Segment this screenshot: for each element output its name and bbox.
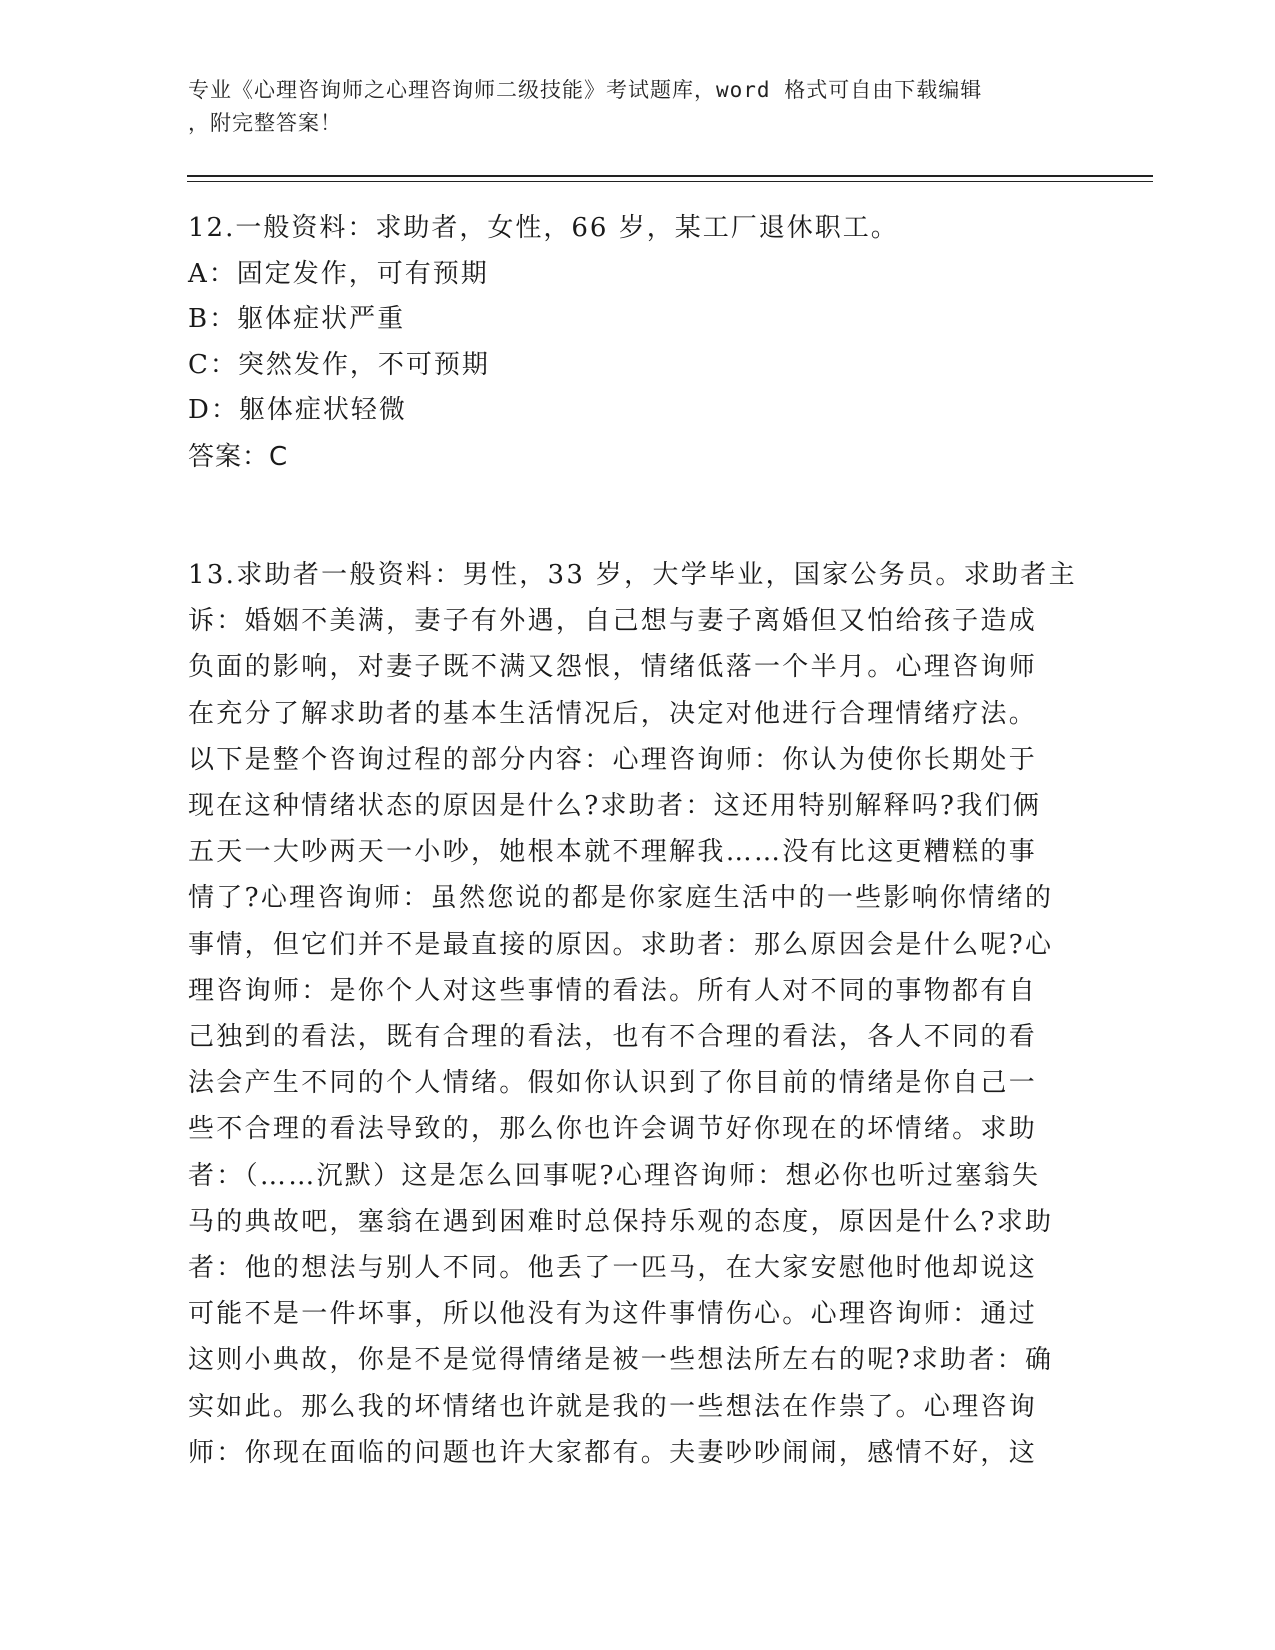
question-13 [188, 552, 1088, 1476]
text-line: 者：他的想法与别人不同。他丢了一匹马，在大家安慰他时他却说这 [188, 1253, 1038, 1284]
text-line: 者：（……沉默）这是怎么回事呢?心理咨询师：想必你也听过塞翁失 [188, 1160, 1041, 1191]
text-line: 己独到的看法，既有合理的看法，也有不合理的看法，各人不同的看 [188, 1022, 1038, 1053]
question-12 [188, 206, 1088, 480]
header-divider-thin [187, 181, 1153, 182]
header-divider-thick [187, 175, 1153, 177]
text-line: 在充分了解求助者的基本生活情况后，决定对他进行合理情绪疗法。 [188, 698, 1038, 729]
question-stem: 12.一般资料：求助者，女性，66 岁，某工厂退休职工。 [188, 213, 899, 243]
text-line: 情了?心理咨询师：虽然您说的都是你家庭生活中的一些影响你情绪的 [188, 883, 1054, 914]
text-line: 法会产生不同的个人情绪。假如你认识到了你目前的情绪是你自己一 [188, 1068, 1038, 1099]
question-13-text [188, 552, 1088, 1476]
text-line: 师：你现在面临的问题也许大家都有。夫妻吵吵闹闹，感情不好，这 [188, 1437, 1038, 1468]
text-line: 以下是整个咨询过程的部分内容：心理咨询师：你认为使你长期处于 [188, 744, 1038, 775]
text-line: 马的典故吧，塞翁在遇到困难时总保持乐观的态度，原因是什么?求助 [188, 1206, 1054, 1237]
text-line: 理咨询师：是你个人对这些事情的看法。所有人对不同的事物都有自 [188, 975, 1038, 1006]
text-line: 13.求助者一般资料：男性，33 岁，大学毕业，国家公务员。求助者主 [188, 560, 1077, 590]
option-b: B：躯体症状严重 [188, 304, 406, 334]
text-line: 现在这种情绪状态的原因是什么?求助者：这还用特别解释吗?我们俩 [188, 791, 1042, 822]
text-line: 事情，但它们并不是最直接的原因。求助者：那么原因会是什么呢?心 [188, 929, 1054, 960]
text-line: 五天一大吵两天一小吵，她根本就不理解我……没有比这更糟糕的事 [188, 837, 1038, 868]
text-line: 可能不是一件坏事，所以他没有为这件事情伤心。心理咨询师：通过 [188, 1299, 1038, 1330]
answer-line: 答案：C [188, 441, 289, 472]
option-a: A：固定发作，可有预期 [188, 258, 489, 289]
option-d: D：躯体症状轻微 [188, 395, 407, 425]
text-line: 负面的影响，对妻子既不满又怨恨，情绪低落一个半月。心理咨询师 [188, 652, 1038, 683]
document-header [188, 74, 1068, 140]
text-line: 实如此。那么我的坏情绪也许就是我的一些想法在作祟了。心理咨询 [188, 1391, 1038, 1422]
header-line-1: 专业《心理咨询师之心理咨询师二级技能》考试题库，word 格式可自由下载编辑 [188, 78, 983, 102]
header-line-2: ，附完整答案！ [188, 111, 342, 135]
text-line: 些不合理的看法导致的，那么你也许会调节好你现在的坏情绪。求助 [188, 1114, 1038, 1145]
text-line: 诉：婚姻不美满，妻子有外遇，自己想与妻子离婚但又怕给孩子造成 [188, 606, 1038, 637]
option-c: C：突然发作，不可预期 [188, 349, 490, 380]
text-line: 这则小典故，你是不是觉得情绪是被一些想法所左右的呢?求助者：确 [188, 1345, 1054, 1376]
